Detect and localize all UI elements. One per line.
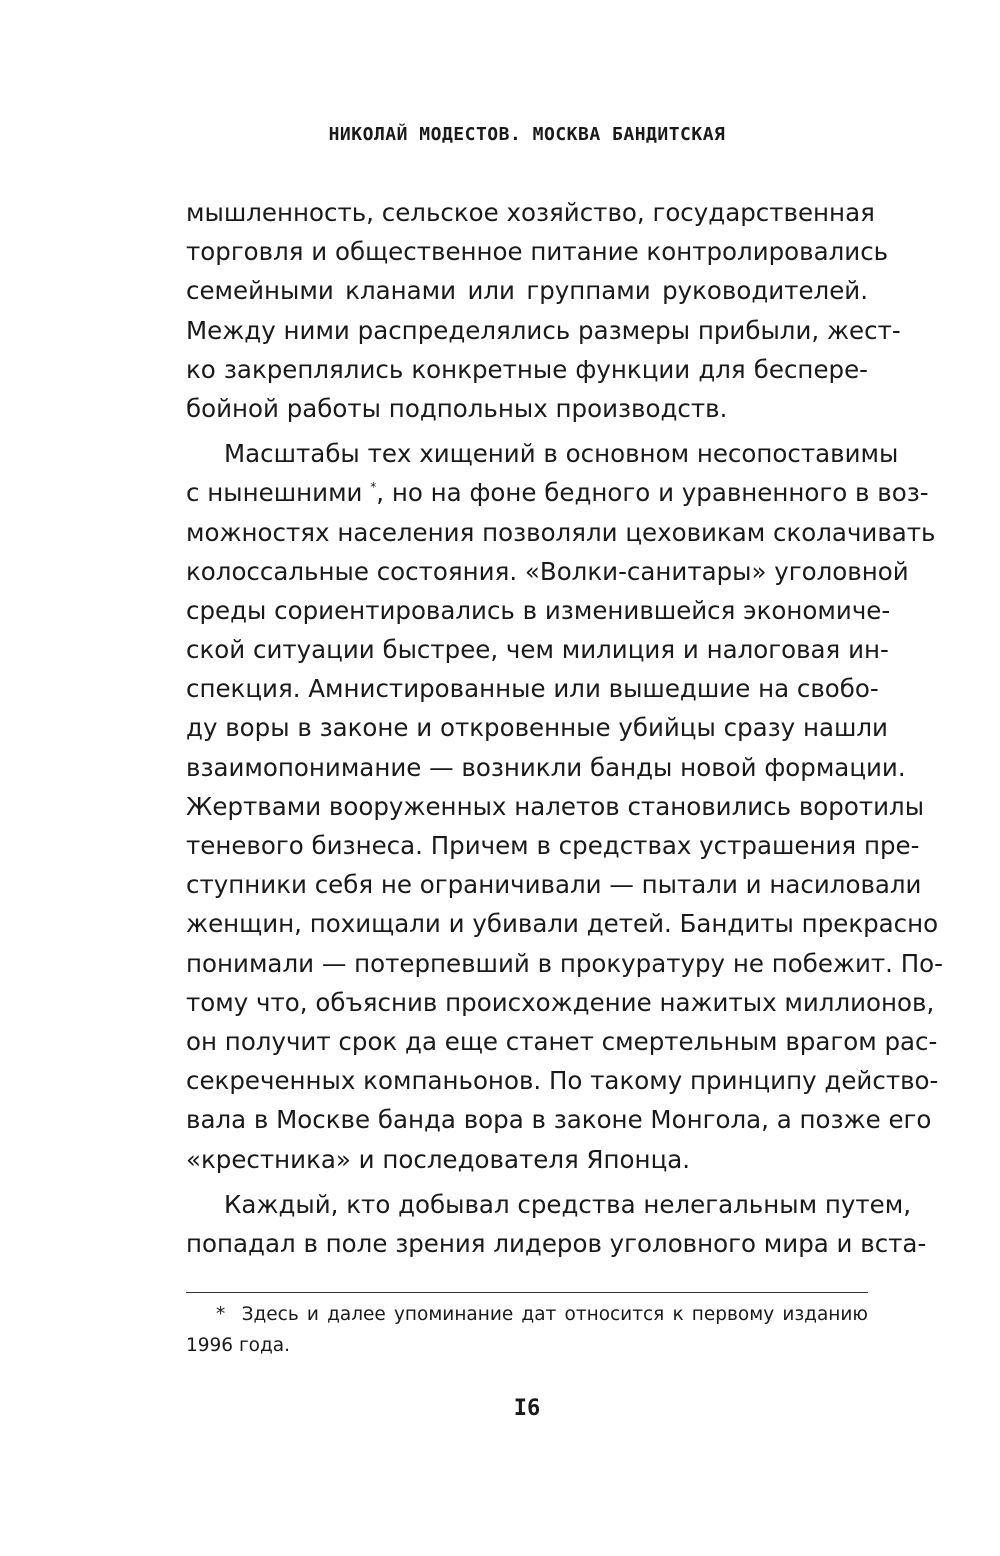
text-line: колоссальные состояния. «Волки-санитары» уголовной bbox=[186, 556, 909, 586]
text-fragment: , но на фоне бедного и уравненного в воз- bbox=[376, 478, 929, 508]
text-line: спекция. Амнистированные или вышедшие на свобо- bbox=[186, 674, 879, 704]
text-line: можностях населения позволяли цеховикам сколачивать bbox=[186, 517, 936, 547]
text-line: он получит срок да еще станет смертельным врагом рас- bbox=[186, 1026, 938, 1056]
text-line: ступники себя не ограничивали — пытали и насиловали bbox=[186, 870, 922, 900]
text-line: тому что, объяснив происхождение нажитых миллионов, bbox=[186, 987, 935, 1017]
text-line: женщин, похищали и убивали детей. Бандиты прекрасно bbox=[186, 909, 939, 939]
text-line: теневого бизнеса. Причем в средствах устрашения пре- bbox=[186, 831, 920, 860]
text-line: ской ситуации быстрее, чем милиция и налоговая ин- bbox=[186, 635, 889, 665]
text-line: семейными кланами или группами руководителей. bbox=[186, 276, 868, 306]
text-line: Жертвами вооруженных налетов становились воротилы bbox=[186, 791, 925, 821]
text-line: попадал в поле зрения лидеров уголовного мира и вста- bbox=[186, 1228, 927, 1258]
text-line: взаимопонимание — возникли банды новой формации. bbox=[186, 752, 906, 782]
text-line: понимали — потерпевший в прокуратуру не побежит. По- bbox=[186, 948, 944, 978]
text-line: ду воры в законе и откровенные убийцы сразу нашли bbox=[186, 713, 888, 743]
footnote-marker: * bbox=[216, 1304, 226, 1325]
page-number: I6 bbox=[513, 1396, 541, 1421]
text-fragment: с нынешними bbox=[186, 478, 363, 508]
footnote-line: 1996 года. bbox=[186, 1335, 291, 1356]
text-line: секреченных компаньонов. По такому принципу действо- bbox=[186, 1066, 939, 1096]
text-line-with-footnote-ref bbox=[186, 473, 929, 512]
text-line: торговля и общественное питание контролировались bbox=[186, 237, 889, 267]
text-line: вала в Москве банда вора в законе Монгола, а позже его bbox=[186, 1105, 932, 1135]
text-line: ко закреплялись конкретные функции для беспере- bbox=[186, 354, 868, 384]
footnote-line bbox=[186, 1299, 868, 1330]
footnote-divider bbox=[186, 1292, 868, 1293]
main-text bbox=[186, 193, 944, 1263]
text-line: Каждый, кто добывал средства нелегальным путем, bbox=[224, 1189, 911, 1219]
footnote bbox=[186, 1299, 868, 1361]
text-line: Между ними распределялись размеры прибыли, жест- bbox=[186, 315, 901, 345]
text-line: «крестника» и последователя Японца. bbox=[186, 1144, 691, 1174]
text-line: среды сориентировались в изменившейся экономиче- bbox=[186, 595, 891, 625]
text-line: бойной работы подпольных производств. bbox=[186, 393, 728, 423]
footnote-text: Здесь и далее упоминание дат относится к первому изданию bbox=[241, 1304, 868, 1325]
text-line: Масштабы тех хищений в основном несопоставимы bbox=[224, 439, 899, 469]
footnote-reference: * bbox=[370, 480, 377, 495]
text-line: мышленность, сельское хозяйство, государственная bbox=[186, 198, 875, 227]
running-head: НИКОЛАЙ МОДЕСТОВ. МОСКВА БАНДИТСКАЯ bbox=[328, 124, 726, 145]
